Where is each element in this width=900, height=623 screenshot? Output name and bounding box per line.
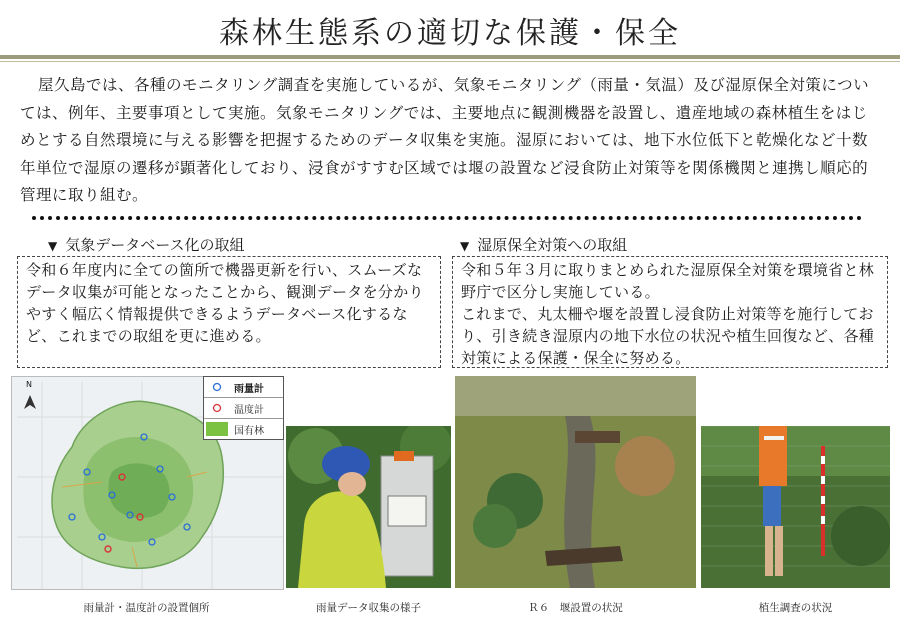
photo-survey-graphic [701, 426, 890, 588]
intro-paragraph: 屋久島では、各種のモニタリング調査を実施しているが、気象モニタリング（雨量・気温）及び湿原保全対策については、例年、主要事項として実施。気象モニタリングでは、主要地点に観測機器を設置し、遺産地域の森林植生をはじめとする自然環境に与える影響を把握するためのデータ収集を実施。湿原においては、地下水位低下と乾燥化など十数年単位で湿原の遷移が顕著化しており、浸食がすすむ区域では堰の設置など浸食防止対策等を関係機関と連携し順応的管理に取り組む。 [20, 76, 870, 204]
triangle-marker-icon: ▼ [48, 239, 58, 253]
red-circle-icon [204, 403, 230, 413]
photo-rain-graphic [286, 426, 451, 588]
photo-rain-data-collection [286, 426, 451, 588]
title-rule [0, 55, 900, 59]
left-section-box [17, 256, 441, 368]
left-body-text: 令和６年度内に全ての箇所で機器更新を行い、スムーズなデータ収集が可能となったことから、観測データを分かりやすく幅広く情報提供できるようデータベース化するなど、これまでの取組を更に進める。 [26, 261, 424, 345]
right-heading-text: 湿原保全対策への取組 [477, 236, 628, 254]
left-section-heading [48, 234, 245, 255]
photo-vegetation-survey [701, 426, 890, 588]
right-body-text-1: 令和５年３月に取りまとめられた湿原保全対策を環境省と林野庁で区分し実施している。 [461, 261, 875, 301]
caption-photo3: 植生調査の状況 [758, 602, 833, 614]
right-section-box [452, 256, 888, 368]
section-divider [32, 216, 862, 220]
north-label: N [26, 380, 32, 389]
caption-photo2: Ｒ６ 堰設置の状況 [528, 602, 623, 614]
legend-item-forest: 国有林 [204, 419, 283, 439]
right-body-text-2: これまで、丸太柵や堰を設置し浸食防止対策等を施行しており、引き続き湿原内の地下水位の状況や植生回復など、各種対策による保護・保全に努める。 [461, 305, 875, 367]
blue-circle-icon [204, 382, 230, 392]
caption-map: 雨量計・温度計の設置個所 [83, 602, 210, 614]
map-legend [203, 376, 284, 440]
photo-weir-installation [455, 376, 696, 588]
page-title: 森林生態系の適切な保護・保全 [219, 16, 681, 51]
green-square-icon [204, 422, 230, 436]
legend-item-rain: 雨量計 [204, 377, 283, 398]
triangle-marker-icon: ▼ [460, 239, 470, 253]
photo-weir-graphic [455, 376, 696, 588]
left-heading-text: 気象データベース化の取組 [65, 236, 245, 254]
right-section-heading [460, 234, 627, 255]
legend-item-temp: 温度計 [204, 398, 283, 419]
caption-photo1: 雨量データ収集の様子 [316, 602, 421, 614]
title-rule-thin [0, 61, 900, 62]
